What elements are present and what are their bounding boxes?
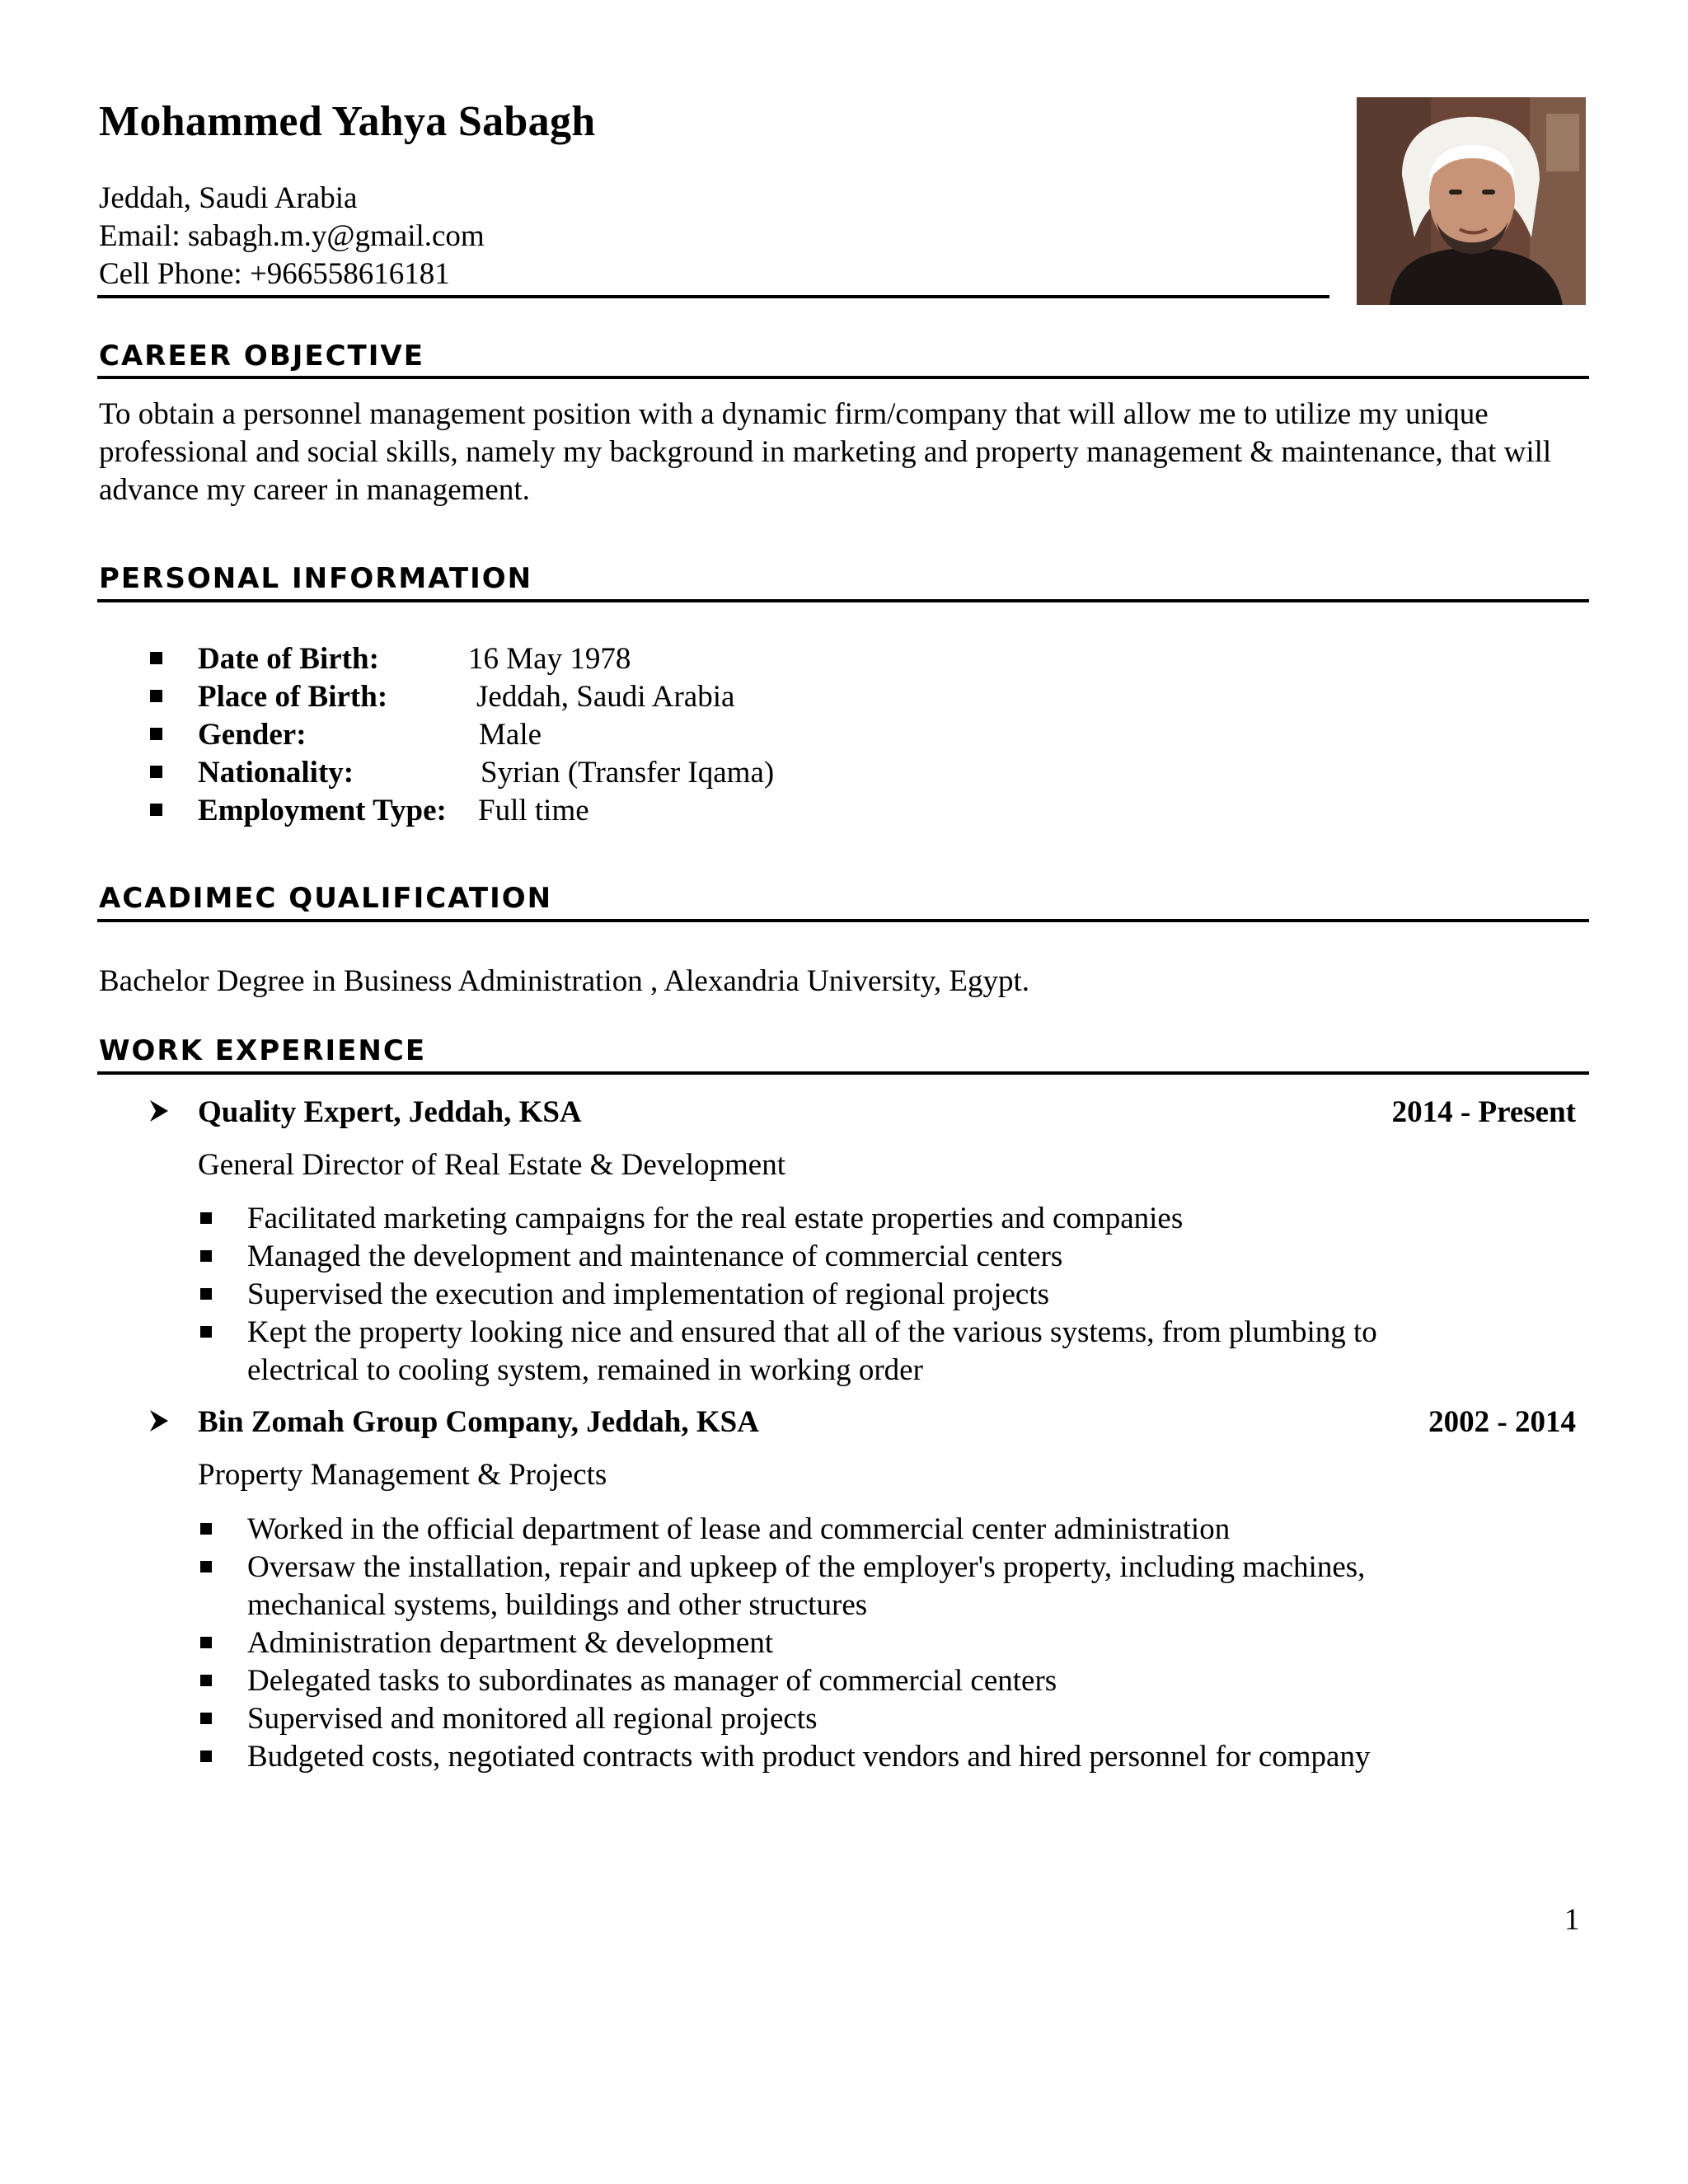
square-bullet-icon [200, 1750, 212, 1762]
job-company: Bin Zomah Group Company, Jeddah, KSA [198, 1405, 759, 1439]
list-item [0, 1511, 1688, 1549]
info-value: Male [479, 718, 542, 752]
square-bullet-icon [200, 1212, 212, 1224]
square-bullet-icon [150, 690, 162, 702]
list-item [0, 1738, 1688, 1776]
email: Email: sabagh.m.y@gmail.com [99, 219, 485, 253]
square-bullet-icon [200, 1561, 212, 1572]
job-dates: 2014 - Present [1391, 1095, 1576, 1129]
square-bullet-icon [200, 1713, 212, 1724]
career-objective-text: To obtain a personnel management position with a dynamic firm/company that will allow me to utilize my unique professional and social skills, namely my background in marketing and property management & maintenance, that will advance my career in management. [99, 397, 1552, 507]
page-number: 1 [1564, 1903, 1580, 1937]
square-bullet-icon [200, 1250, 212, 1262]
info-label: Gender: [198, 718, 307, 752]
duty-text: Managed the development and maintenance of commercial centers [247, 1240, 1063, 1273]
square-bullet-icon [200, 1675, 212, 1686]
square-bullet-icon [200, 1326, 212, 1338]
person-photo-icon [1357, 97, 1586, 305]
duty-text: Delegated tasks to subordinates as manager of commercial centers [247, 1664, 1057, 1698]
arrow-bullet-icon [148, 1408, 170, 1434]
duty-text: Supervised and monitored all regional projects [247, 1702, 818, 1736]
list-item [0, 1276, 1688, 1314]
section-title-work-experience: WORK EXPERIENCE [99, 1034, 427, 1067]
job-role: General Director of Real Estate & Development [198, 1148, 785, 1182]
square-bullet-icon [150, 652, 162, 664]
job-header [0, 1404, 1688, 1442]
section-divider [97, 919, 1589, 922]
job-duties-list [0, 1511, 1688, 1776]
info-label: Nationality: [198, 756, 354, 790]
job-header [0, 1094, 1688, 1132]
section-divider [97, 376, 1589, 379]
section-title-career-objective: CAREER OBJECTIVE [99, 340, 424, 373]
info-label: Date of Birth: [198, 642, 379, 676]
duty-text: Kept the property looking nice and ensured that all of the various systems, from plumbing to electrical to cooling system, remained in working order [247, 1315, 1377, 1387]
square-bullet-icon [150, 766, 162, 778]
duty-text: Worked in the official department of lease and commercial center administration [247, 1512, 1231, 1546]
section-divider [97, 599, 1589, 602]
info-label: Employment Type: [198, 794, 447, 827]
list-item [0, 1200, 1688, 1238]
info-value: Jeddah, Saudi Arabia [476, 680, 735, 714]
job-role: Property Management & Projects [198, 1458, 607, 1492]
profile-photo [1357, 97, 1586, 305]
info-value: 16 May 1978 [468, 642, 631, 676]
phone: Cell Phone: +966558616181 [99, 257, 450, 291]
square-bullet-icon [200, 1637, 212, 1648]
header-divider [97, 295, 1329, 298]
info-label: Place of Birth: [198, 680, 388, 714]
job-company: Quality Expert, Jeddah, KSA [198, 1095, 582, 1129]
location: Jeddah, Saudi Arabia [99, 181, 358, 215]
square-bullet-icon [150, 804, 162, 816]
list-item [0, 1624, 1688, 1662]
list-item [0, 1549, 1688, 1624]
list-item [0, 1238, 1688, 1276]
job-duties-list [0, 1200, 1688, 1390]
list-item [0, 1662, 1688, 1700]
square-bullet-icon [150, 728, 162, 740]
info-value: Syrian (Transfer Iqama) [481, 756, 775, 790]
square-bullet-icon [200, 1288, 212, 1300]
section-title-academic-qualification: ACADIMEC QUALIFICATION [99, 882, 553, 915]
list-item [0, 1700, 1688, 1738]
job-dates: 2002 - 2014 [1428, 1405, 1576, 1439]
duty-text: Budgeted costs, negotiated contracts with product vendors and hired personnel for company [247, 1740, 1371, 1774]
candidate-name: Mohammed Yahya Sabagh [99, 98, 596, 145]
section-divider [97, 1071, 1589, 1075]
arrow-bullet-icon [148, 1098, 170, 1124]
square-bullet-icon [200, 1523, 212, 1535]
duty-text: Supervised the execution and implementation of regional projects [247, 1277, 1050, 1311]
contact-block [99, 180, 485, 293]
duty-text: Facilitated marketing campaigns for the real estate properties and companies [247, 1202, 1184, 1235]
academic-qualification-text: Bachelor Degree in Business Administration , Alexandria University, Egypt. [99, 964, 1029, 998]
duty-text: Oversaw the installation, repair and upkeep of the employer's property, including machines, mechanical systems, buildings and other structures [247, 1550, 1366, 1622]
info-value: Full time [478, 794, 589, 827]
section-title-personal-information: PERSONAL INFORMATION [99, 562, 533, 595]
list-item [0, 1314, 1688, 1390]
duty-text: Administration department & development [247, 1626, 774, 1660]
